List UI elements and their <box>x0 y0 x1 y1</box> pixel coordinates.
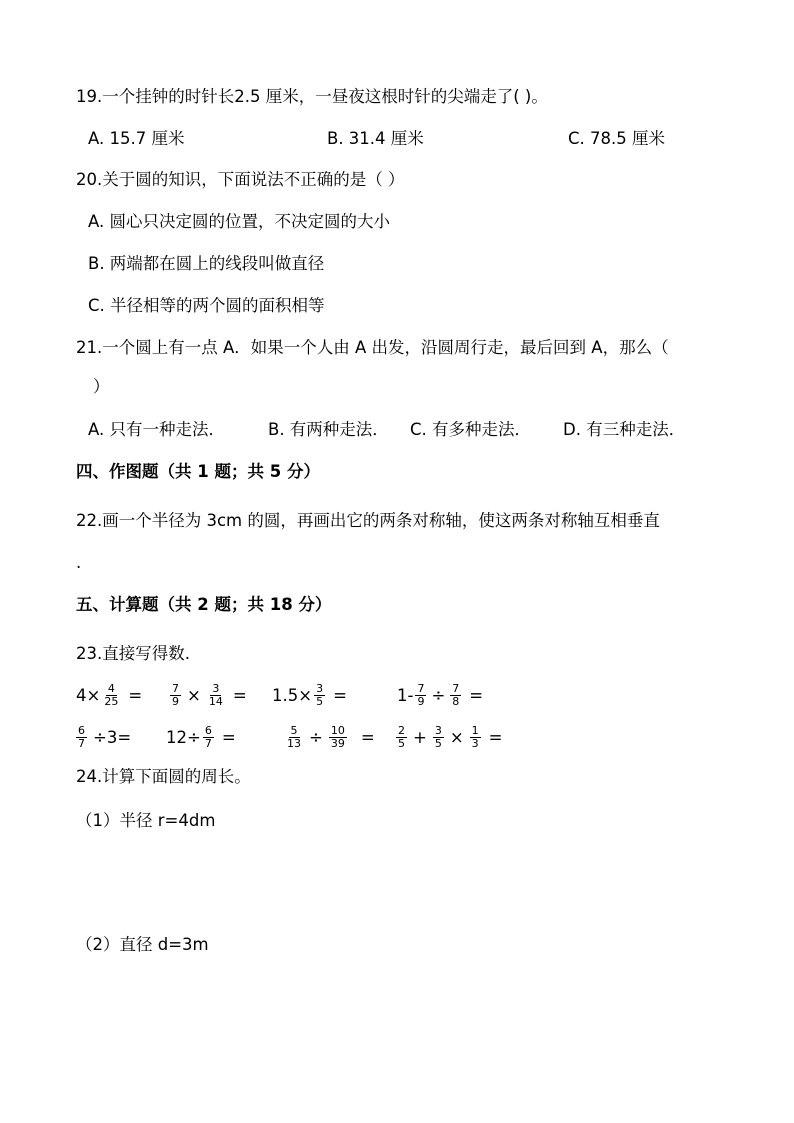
q24-part2: （2）直径 d=3m <box>76 935 209 954</box>
q21-stem-line1: 21.一个圆上有一点 A．如果一个人由 A 出发，沿圆周行走，最后回到 A，那么（ <box>76 338 669 357</box>
section5-title: 五、计算题（共 2 题；共 18 分） <box>76 595 332 614</box>
fraction: $\frac{5}{13}$ <box>287 723 301 750</box>
fraction: $\frac{3}{5}$ <box>316 681 324 708</box>
q21-stem-line2: ） <box>93 377 110 396</box>
q21-option-a: A. 只有一种走法． <box>88 420 225 439</box>
q23-expr-2-3: $\frac{5}{13}$ ÷ $\frac{10}{39}$ = <box>287 723 375 750</box>
q23-expr-1-2: $\frac{7}{9}$ × $\frac{3}{14}$ = <box>172 681 247 708</box>
q20-option-a: A. 圆心只决定圆的位置，不决定圆的大小 <box>88 212 390 231</box>
q21-option-b: B. 有两种走法． <box>268 420 389 439</box>
q23-stem: 23.直接写得数. <box>76 644 190 663</box>
fraction: $\frac{6}{7}$ <box>204 723 212 750</box>
section4-title: 四、作图题（共 1 题；共 5 分） <box>76 462 320 481</box>
fraction: $\frac{2}{5}$ <box>398 723 405 750</box>
fraction: $\frac{7}{9}$ <box>172 681 179 708</box>
q24-stem: 24.计算下面圆的周长。 <box>76 767 251 786</box>
q19-option-a: A. 15.7 厘米 <box>88 129 185 148</box>
fraction: $\frac{10}{39}$ <box>330 723 345 750</box>
fraction: $\frac{1}{3}$ <box>471 723 479 750</box>
q24-part1: （1）半径 r=4dm <box>76 811 216 830</box>
fraction: $\frac{4}{25}$ <box>104 681 119 708</box>
fraction: $\frac{7}{9}$ <box>417 681 425 708</box>
q23-expr-1-4: 1- $\frac{7}{9}$ ÷ $\frac{7}{8}$ = <box>397 681 484 708</box>
q19-stem: 19.一个挂钟的时针长2.5 厘米，一昼夜这根时针的尖端走了( )。 <box>76 87 548 106</box>
q23-expr-1-3: 1.5× $\frac{3}{5}$ = <box>272 681 347 708</box>
q23-expr-2-1: $\frac{6}{7}$ ÷3= <box>78 723 132 750</box>
q20-option-b: B. 两端都在圆上的线段叫做直径 <box>88 254 325 273</box>
q21-option-c: C. 有多种走法． <box>410 420 532 439</box>
q20-option-c: C. 半径相等的两个圆的面积相等 <box>88 296 325 315</box>
fraction: $\frac{7}{8}$ <box>452 681 460 708</box>
fraction: $\frac{6}{7}$ <box>78 723 85 750</box>
q22-stem-line2: . <box>76 553 82 572</box>
q20-stem: 20.关于圆的知识，下面说法不正确的是（ ） <box>76 170 405 189</box>
q23-expr-1-1: 4× $\frac{4}{25}$ = <box>76 681 143 708</box>
q23-expr-2-2: 12÷ $\frac{6}{7}$ = <box>166 723 236 750</box>
q23-expr-2-4: $\frac{2}{5}$ + $\frac{3}{5}$ × $\frac{1}{3}$ = <box>398 723 503 750</box>
q19-option-c: C. 78.5 厘米 <box>568 129 665 148</box>
fraction: $\frac{3}{5}$ <box>434 723 442 750</box>
q22-stem-line1: 22.画一个半径为 3cm 的圆，再画出它的两条对称轴，使这两条对称轴互相垂直 <box>76 511 660 530</box>
fraction: $\frac{3}{14}$ <box>208 681 223 708</box>
q19-option-b: B. 31.4 厘米 <box>327 129 424 148</box>
q21-option-d: D. 有三种走法． <box>563 420 686 439</box>
